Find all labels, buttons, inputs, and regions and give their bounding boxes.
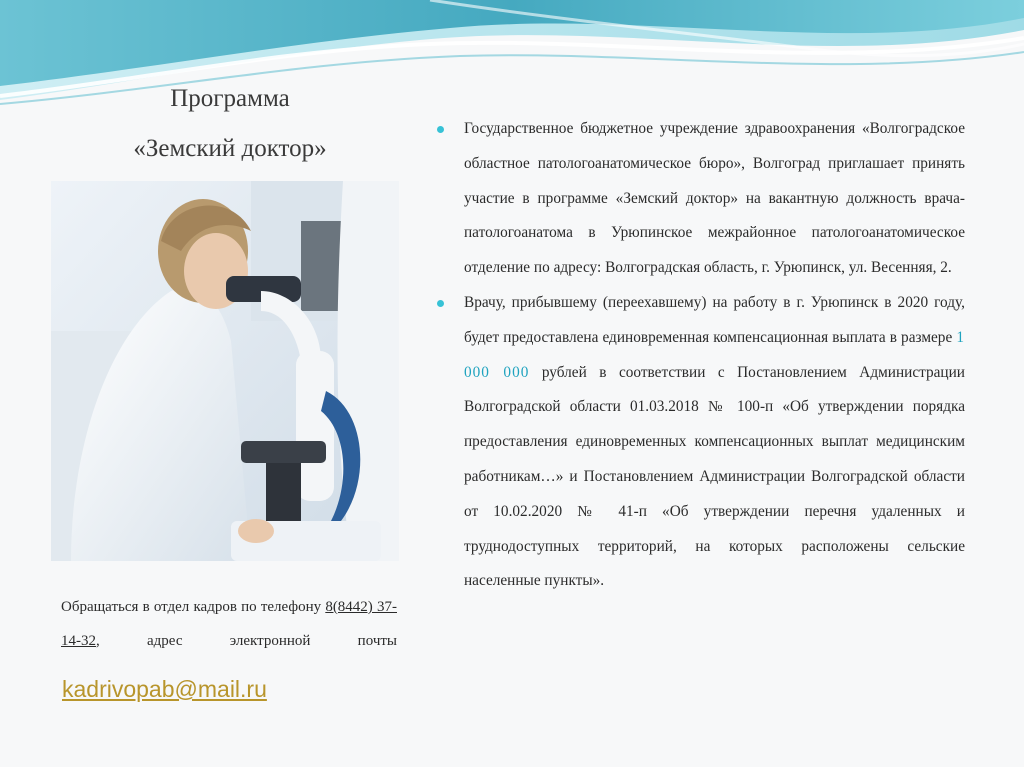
bullet-list [432,112,965,599]
phone-number[interactable]: 8(8442) 37-14-32 [61,599,397,649]
bullet-text-before: Врачу, прибывшему (переехавшему) на работу в г. Урюпинск в 2020 году, будет предоставлена единовременная компенсационная выплата в размере [464,293,965,346]
payment-amount: 1 000 000 [464,328,965,381]
scientist-microscope-photo [51,181,399,561]
contact-text: Обращаться в отдел кадров по телефону [61,599,322,615]
contact-info [61,590,397,658]
email-link[interactable]: kadrivopab@mail.ru [62,676,267,702]
bullet-text: Государственное бюджетное учреждение здравоохранения «Волгоградское областное патологоанатомическое бюро», Волгоград приглашает принять участие в программе «Земский доктор» на вакантную должность врача-патологоанатома в Урюпинское межрайонное патологоанатомическое отделение по адресу: Волгоградская область, г. Урюпинск, ул. Весенняя, 2. [464,120,965,277]
title-line-1: Программа [170,85,290,112]
contact-email-label: , адрес электронной почты [96,633,397,649]
bullet-dot-icon [437,126,444,133]
bullet-item-compensation [432,286,965,599]
bullet-item-invitation [432,112,965,286]
program-title [70,82,390,166]
bullet-text-after: рублей в соответствии с Постановлением Администрации Волгоградской области 01.03.2018 № 100-п «Об утверждении порядка предоставления единовременных компенсационных выплат медицинским работникам…» и Постановлением Администрации Волгоградской области от 10.02.2020 № 41-п «Об утверждении перечня удаленных и труднодоступных территорий, на которых расположены сельские населенные пункты». [464,363,965,590]
bullet-dot-icon [437,300,444,307]
title-line-2: «Земский доктор» [133,135,327,162]
